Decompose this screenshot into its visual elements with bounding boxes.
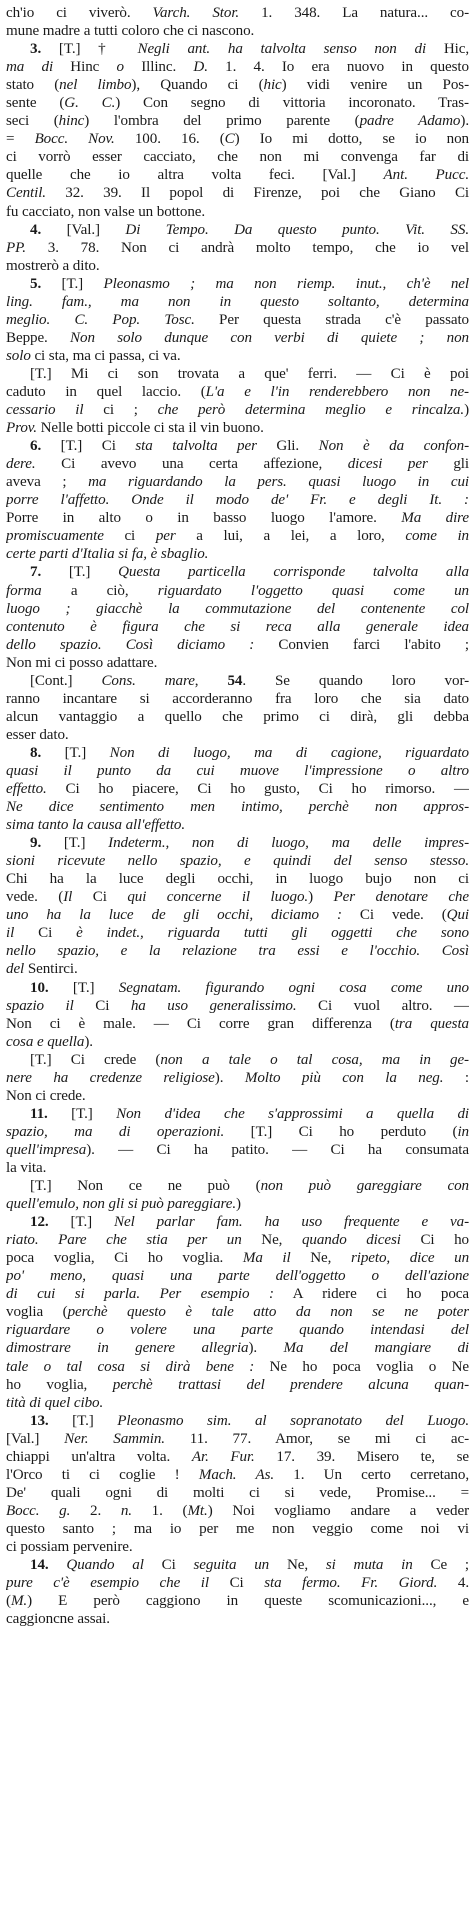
text-line: aveva ; ma riguardando la pers. quasi luogo in cui: [6, 474, 469, 491]
text-line: 4. [Val.] Di Tempo. Da questo punto. Vit. SS.: [30, 221, 469, 238]
text-line: spazio, ma di operazioni. [T.] Ci ho perduto (in: [6, 1123, 469, 1140]
text-line: sioni ricevute nello spazio, e quindi del senso stesso.: [6, 853, 469, 870]
text-line: sente (G. C.) Con segno di vittoria incoronato. Tras-: [6, 95, 469, 112]
text-line: Prov. Nelle botti piccole ci sta il vin buono.: [6, 420, 264, 437]
text-line: alcun vantaggio a quello che primo ci dirà, gli debba: [6, 708, 469, 725]
text-line: ci possiam pervenire.: [6, 1538, 133, 1555]
text-line: caduto in quel laccio. (L'a e l'in renderebbero non ne-: [6, 383, 469, 400]
text-line: Beppe. Non solo dunque con verbi di quiete ; non: [6, 329, 469, 346]
text-line: mostrerò a dito.: [6, 257, 100, 274]
text-line: pure c'è esempio che il Ci sta fermo. Fr. Giord. 4.: [6, 1575, 469, 1592]
text-line: ling. fam., ma non in questo soltanto, determina: [6, 293, 469, 310]
text-line: dimostrare in genere allegria). Ma del mangiare di: [6, 1340, 469, 1357]
text-line: caggioncne assai.: [6, 1611, 110, 1628]
text-line: Bocc. g. 2. n. 1. (Mt.) Noi vogliamo andare a veder: [6, 1502, 469, 1519]
text-line: nello spazio, e la relazione tra essi e l'occhio. Così: [6, 943, 469, 960]
text-line: 5. [T.] Pleonasmo ; ma non riemp. inut., ch'è nel: [30, 275, 469, 292]
text-line: questo santo ; ma io per me non veggio come noi vi: [6, 1520, 469, 1537]
text-line: quelle che io altra volta feci. [Val.] Ant. Pucc.: [6, 167, 469, 184]
text-line: forma a ciò, riguardato l'oggetto quasi come un: [6, 582, 469, 599]
text-line: contenuto è figura che si reca alla generale idea: [6, 618, 469, 635]
text-line: Ne dice sentimento men intimo, perchè non appros-: [6, 799, 469, 816]
text-line: del Sentirci.: [6, 961, 78, 978]
text-line: 8. [T.] Non di luogo, ma di cagione, riguardato: [30, 744, 469, 761]
text-line: [T.] Ci crede (non a tale o tal cosa, ma in ge-: [30, 1051, 469, 1068]
text-line: promiscuamente ci per a lui, a lei, a loro, come in: [6, 528, 469, 545]
text-line: spazio il Ci ha uso generalissimo. Ci vuol altro. —: [6, 997, 469, 1014]
text-line: Chi ha la luce degli occhi, in luogo bujo non ci: [6, 871, 469, 888]
text-line: effetto. Ci ho piacere, Ci ho gusto, Ci ho rimorso. —: [6, 781, 469, 798]
text-line: = Bocc. Nov. 100. 16. (C) Io mi dotto, se io non: [6, 131, 469, 148]
text-line: De' quali ogni di molti ci si vede, Promise... =: [6, 1484, 469, 1501]
text-line: quell'emulo, non gli si può pareggiare.): [6, 1196, 241, 1213]
text-line: [Val.] Ner. Sammin. 11. 77. Amor, se mi ci ac-: [6, 1430, 469, 1447]
text-line: ranno incantare si accorderanno fra loro che sia dato: [6, 690, 469, 707]
text-line: il Ci è indet., riguarda tutti gli oggetti che sono: [6, 925, 469, 942]
text-line: [Cont.] Cons. mare, 54. Se quando loro vor-: [30, 672, 469, 689]
text-line: ci vorrò esser cacciato, che non mi convenga far di: [6, 149, 469, 166]
text-line: PP. 3. 78. Non ci andrà molto tempo, che io vel: [6, 239, 469, 256]
text-line: 14. Quando al Ci seguita un Ne, si muta in Ce ;: [30, 1557, 469, 1574]
text-line: 11. [T.] Non d'idea che s'approssimi a quella di: [30, 1105, 469, 1122]
text-line: [T.] Mi ci son trovata a que' ferri. — Ci è poi: [30, 365, 469, 382]
text-line: mune madre a tutti coloro che ci nascono.: [6, 23, 255, 40]
text-line: stato (nel limbo), Quando ci (hic) vidi venire un Pos-: [6, 77, 469, 94]
text-line: solo ci sta, ma ci passa, ci va.: [6, 347, 181, 364]
text-line: fu cacciato, non valse un bottone.: [6, 203, 206, 220]
text-line: porre l'affetto. Onde il modo de' Fr. e degli It. :: [6, 492, 469, 509]
text-line: Non mi ci posso adattare.: [6, 654, 158, 671]
text-line: meglio. C. Pop. Tosc. Per questa strada c'è passato: [6, 311, 469, 328]
text-line: voglia (perchè questo è tale atto da non se ne poter: [6, 1304, 469, 1321]
text-line: 9. [T.] Indeterm., non di luogo, ma delle impres-: [30, 835, 469, 852]
text-line: 13. [T.] Pleonasmo sim. al sopranotato del Luogo.: [30, 1412, 469, 1429]
text-line: tità di quel cibo.: [6, 1394, 104, 1411]
text-line: 7. [T.] Questa particella corrisponde talvolta alla: [30, 564, 469, 581]
text-line: riato. Pare che stia per un Ne, quando dicesi Ci ho: [6, 1232, 469, 1249]
text-line: Non ci crede.: [6, 1087, 86, 1104]
text-line: dere. Ci avevo una certa affezione, dicesi per gli: [6, 456, 469, 473]
text-line: chiappi un'altra volta. Ar. Fur. 17. 39. Misero te, se: [6, 1448, 469, 1465]
text-line: ch'io ci viverò. Varch. Stor. 1. 348. La natura... co-: [6, 5, 469, 21]
text-line: cessario il ci ; che però determina meglio e rincalza.): [6, 402, 469, 419]
text-line: certe parti d'Italia si fa, è sbaglio.: [6, 546, 209, 563]
text-line: l'Orco ti ci coglie ! Mach. As. 1. Un certo cerretano,: [6, 1466, 469, 1483]
text-line: (M.) E però caggiono in queste scomunicazioni..., e: [6, 1593, 469, 1610]
text-line: tale o tal cosa si dirà bene : Ne ho poca voglia o Ne: [6, 1358, 469, 1375]
text-line: nere ha credenze religiose). Molto più con la neg. :: [6, 1069, 469, 1086]
text-line: esser dato.: [6, 726, 69, 743]
text-line: po' meno, quasi una parte dell'oggetto o dell'azione: [6, 1268, 469, 1285]
text-line: sima tanto la causa all'effetto.: [6, 817, 186, 834]
text-line: Porre in alto o in basso luogo l'amore. Ma dire: [6, 510, 469, 527]
text-line: riguardare o volere una parte quando intendasi del: [6, 1322, 469, 1339]
text-line: vede. (Il Ci qui concerne il luogo.) Per denotare che: [6, 889, 469, 906]
text-line: uno ha la luce de gli occhi, diciamo : Ci vede. (Qui: [6, 907, 469, 924]
text-line: 3. [T.] † Negli ant. ha talvolta senso non di Hic,: [30, 41, 469, 58]
text-line: seci (hinc) l'ombra del primo parente (padre Adamo).: [6, 113, 469, 130]
text-line: Centil. 32. 39. Il popol di Firenze, poi che Giano Ci: [6, 185, 469, 202]
text-line: ma di Hinc o Illinc. D. 1. 4. Io era nuovo in questo: [6, 59, 469, 76]
text-line: quasi il punto da cui muove l'impressione o altro: [6, 762, 469, 779]
text-line: [T.] Non ce ne può (non può gareggiare con: [30, 1178, 469, 1195]
text-line: cosa e quella).: [6, 1033, 93, 1050]
text-line: di cui si parla. Per esempio : A ridere ci ho poca: [6, 1286, 469, 1303]
text-line: quell'impresa). — Ci ha patito. — Ci ha consumata: [6, 1141, 469, 1158]
text-line: 12. [T.] Nel parlar fam. ha uso frequente e va-: [30, 1214, 469, 1231]
text-line: 6. [T.] Ci sta talvolta per Gli. Non è da confon-: [30, 438, 469, 455]
text-line: la vita.: [6, 1160, 47, 1176]
text-line: 10. [T.] Segnatam. figurando ogni cosa come uno: [30, 979, 469, 996]
text-line: dello spazio. Così diciamo : Convien farci l'abito ;: [6, 636, 469, 653]
text-line: ho voglia, perchè trattasi del prendere alcuna quan-: [6, 1376, 469, 1393]
text-line: Non ci è male. — Ci corre gran differenza (tra questa: [6, 1015, 469, 1032]
text-line: poca voglia, Ci ho voglia. Ma il Ne, ripeto, dice un: [6, 1250, 469, 1267]
text-line: luogo ; giacchè la commutazione del contenente col: [6, 600, 469, 617]
